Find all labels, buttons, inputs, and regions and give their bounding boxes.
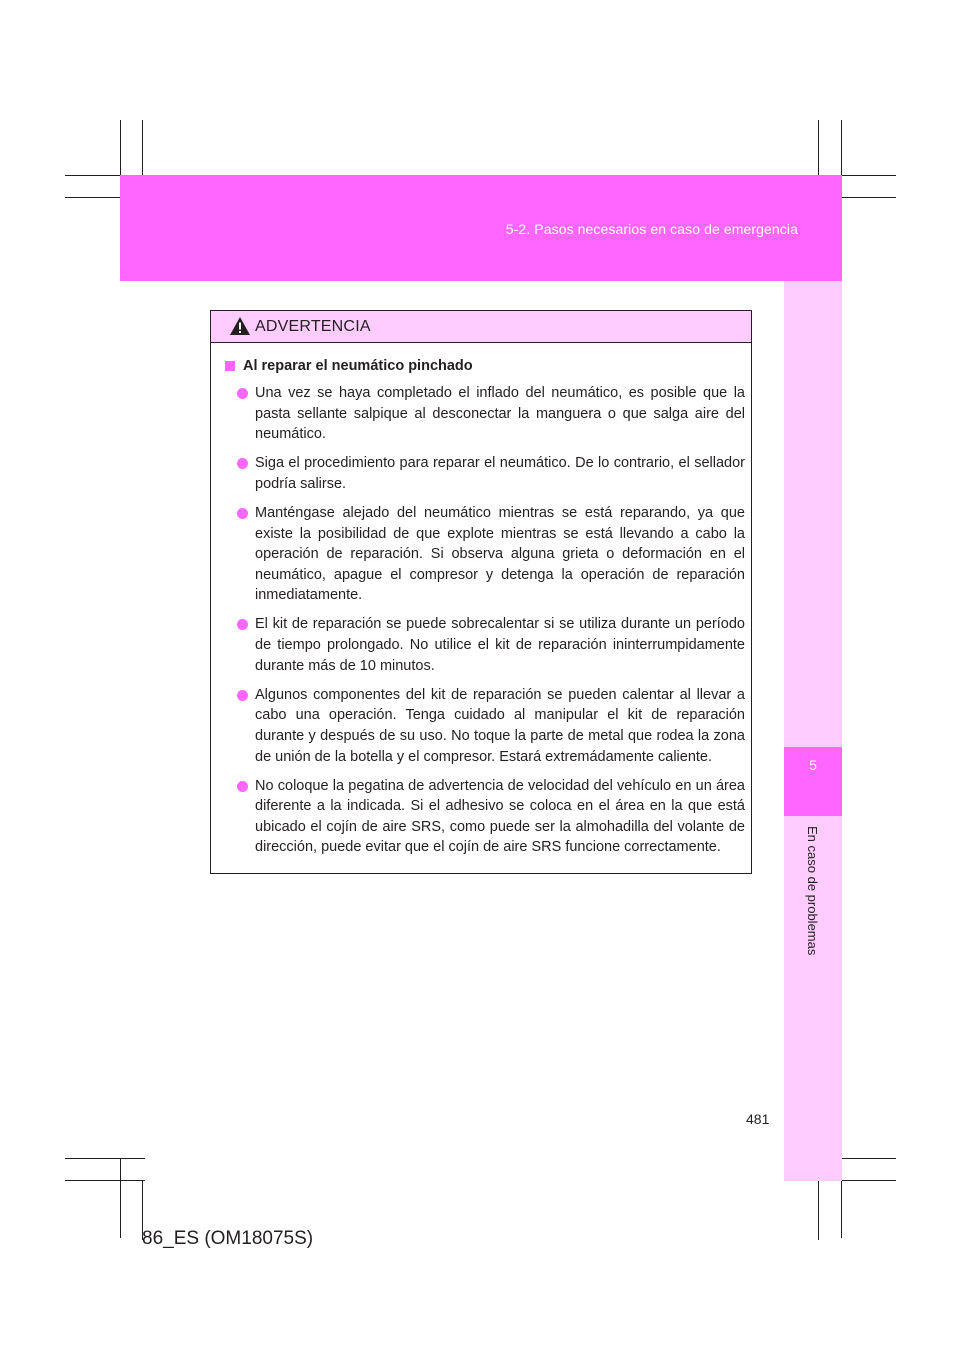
list-item-text: No coloque la pegatina de advertencia de velocidad del vehículo en un área diferente a la indicada. Si el adhesivo se coloca en el área en la que está ubicado el cojín de aire SRS, como puede ser la almohadilla del volante de dirección, puede evitar que el cojín de aire SRS funcione correctamente. <box>255 777 745 856</box>
list-item <box>225 614 745 676</box>
list-item <box>225 383 745 445</box>
list-item-text: Siga el procedimiento para reparar el neumático. De lo contrario, el sellador podría salirse. <box>255 455 745 492</box>
warning-list <box>225 383 745 858</box>
list-item <box>225 503 745 606</box>
warning-body <box>211 343 751 858</box>
header-band <box>120 175 842 281</box>
chapter-title: En caso de problemas <box>805 826 820 956</box>
section-heading <box>225 355 745 377</box>
list-item-text: Algunos componentes del kit de reparación se pueden calentar al llevar a cabo una operación. Tenga cuidado al manipular el kit de reparación durante y después de su uso. No toque la parte de metal que rodea la zona de unión de la botella y el compresor. Estará extremádamente caliente. <box>255 686 745 765</box>
crop-mark <box>818 1180 819 1240</box>
round-bullet-icon <box>237 619 248 630</box>
document-code: 86_ES (OM18075S) <box>142 1228 314 1249</box>
warning-title: ADVERTENCIA <box>255 318 371 335</box>
page-number: 481 <box>746 1111 770 1127</box>
warning-header <box>211 311 751 343</box>
section-title: 5-2. Pasos necesarios en caso de emergencia <box>505 221 798 237</box>
warning-triangle-icon <box>229 316 251 341</box>
list-item <box>225 453 745 494</box>
section-heading-text: Al reparar el neumático pinchado <box>243 358 473 374</box>
warning-box <box>210 310 752 874</box>
crop-mark <box>65 1180 145 1181</box>
list-item-text: El kit de reparación se puede sobrecalentar si se utiliza durante un período de tiempo prolongado. No utilice el kit de reparación ininterrumpidamente durante más de 10 minutos. <box>255 616 745 674</box>
list-item <box>225 685 745 767</box>
chapter-number: 5 <box>809 757 817 773</box>
round-bullet-icon <box>237 781 248 792</box>
crop-mark <box>65 1158 145 1159</box>
chapter-number-box <box>784 747 842 816</box>
list-item <box>225 776 745 858</box>
square-bullet-icon <box>225 361 235 371</box>
crop-mark <box>120 1158 121 1238</box>
round-bullet-icon <box>237 388 248 399</box>
list-item-text: Manténgase alejado del neumático mientras se está reparando, ya que existe la posibilidad de que explote mientras se está llevando a cabo la operación de reparación. Si observa alguna grieta o deformación en el neumático, apague el compresor y detenga la operación de reparación inmediatamente. <box>255 504 745 604</box>
round-bullet-icon <box>237 690 248 701</box>
chapter-side-tab <box>784 281 842 1181</box>
round-bullet-icon <box>237 458 248 469</box>
list-item-text: Una vez se haya completado el inflado del neumático, es posible que la pasta sellante salpique al desconectar la manguera o que salga aire del neumático. <box>255 385 745 443</box>
round-bullet-icon <box>237 508 248 519</box>
